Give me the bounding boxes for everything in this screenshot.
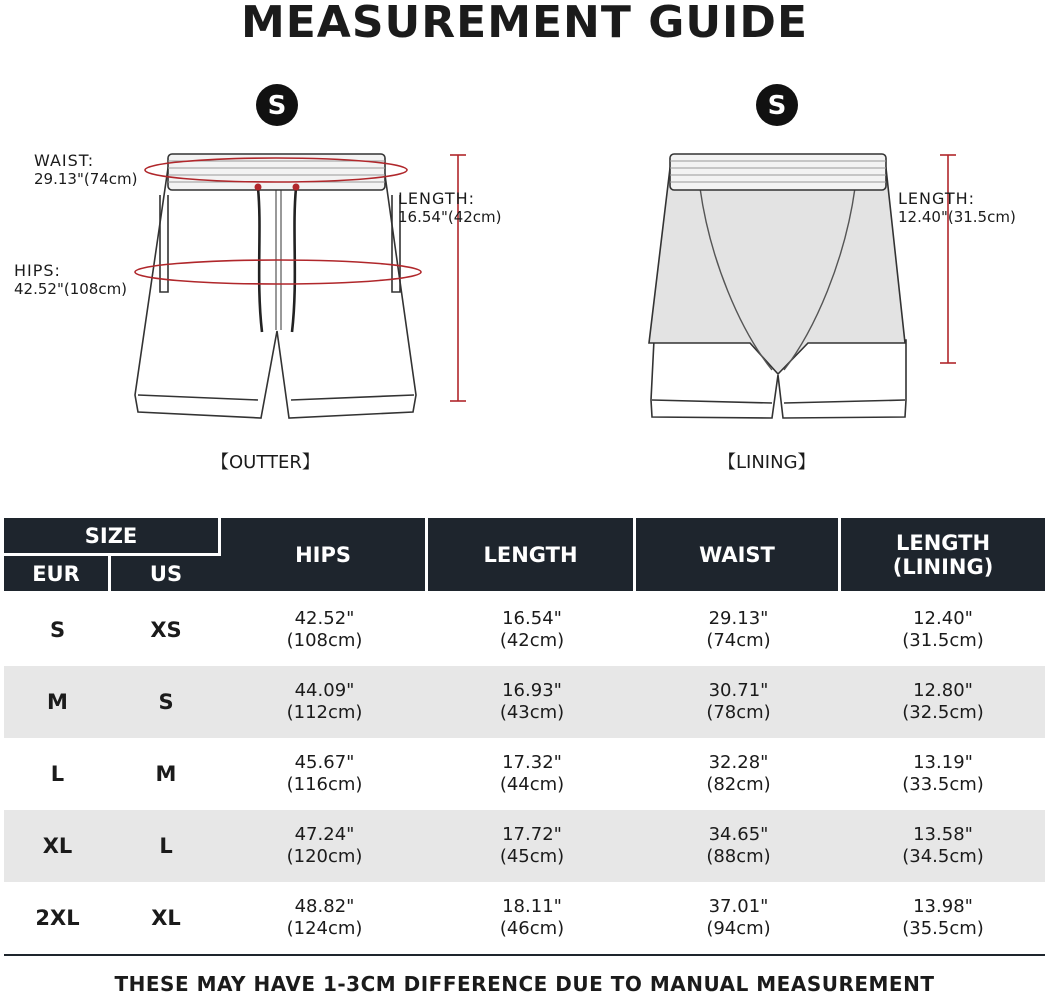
hips-header: HIPS xyxy=(221,518,428,594)
us-size-cell: XS xyxy=(150,618,182,642)
eur-size-cell: S xyxy=(49,618,66,642)
lining-header-line1: LENGTH xyxy=(895,530,991,555)
eur-size-cell: L xyxy=(50,762,65,786)
hips-value: 42.52"(108cm) xyxy=(14,280,128,298)
lining-length-cell xyxy=(841,810,1045,882)
lining-length-label-group xyxy=(898,190,1016,226)
hips-cell-cm: (116cm) xyxy=(286,774,363,795)
hips-label-group xyxy=(14,262,127,298)
lining-length-cell xyxy=(841,738,1045,810)
waist-cell-cm: (78cm) xyxy=(706,702,771,723)
hips-cell-inches: 44.09" xyxy=(294,680,355,701)
eur-size-cell: 2XL xyxy=(4,882,111,956)
length-cell-cm: (45cm) xyxy=(499,846,565,867)
waist-header: WAIST xyxy=(636,518,841,594)
length-cell-cm: (44cm) xyxy=(499,774,565,795)
lining-length-value: 12.40"(31.5cm) xyxy=(898,208,1016,226)
eur-size-cell: XL xyxy=(4,810,111,882)
waist-cell-inches: 34.65" xyxy=(708,824,769,845)
lining-header-line2: (LINING) xyxy=(892,554,994,579)
hips-cell-inches: 45.67" xyxy=(294,752,355,773)
hips-cell xyxy=(221,738,428,810)
lining-length-cell-cm: (35.5cm) xyxy=(902,918,984,939)
outer-length-label: LENGTH: xyxy=(398,189,476,208)
lining-caption: 【LINING】 xyxy=(718,452,816,473)
waist-cell-inches: 37.01" xyxy=(708,896,769,917)
table-row xyxy=(4,882,1045,956)
lining-shorts-drawing xyxy=(649,154,906,418)
us-size-cell: S xyxy=(111,666,221,738)
waist-value: 29.13"(74cm) xyxy=(34,170,138,188)
hips-cell-inches: 48.82" xyxy=(294,896,355,917)
length-cell xyxy=(428,666,636,738)
lining-length-cell xyxy=(841,666,1045,738)
lining-length-cell-inches: 13.98" xyxy=(913,896,973,917)
lining-length-cell-cm: (32.5cm) xyxy=(902,702,984,723)
hips-label: HIPS: xyxy=(14,261,61,280)
lining-measure-line xyxy=(940,155,956,363)
hips-cell-inches: 47.24" xyxy=(294,824,355,845)
table-row xyxy=(4,738,1045,810)
lining-length-cell-inches: 12.40" xyxy=(913,608,973,629)
waist-label-group xyxy=(34,152,138,188)
us-size-cell: L xyxy=(111,810,221,882)
lining-length-cell-inches: 13.58" xyxy=(913,824,973,845)
waist-cell xyxy=(636,594,841,666)
outer-size-badge xyxy=(256,84,298,126)
eur-size-cell: M xyxy=(4,666,111,738)
waist-label: WAIST: xyxy=(34,151,95,170)
waist-cell-inches: 32.28" xyxy=(708,752,769,773)
length-header: LENGTH xyxy=(428,518,636,594)
waist-cell-inches: 29.13" xyxy=(708,608,769,629)
shorts-illustrations xyxy=(0,60,1049,440)
hips-cell-cm: (124cm) xyxy=(286,918,363,939)
lining-length-cell xyxy=(841,594,1045,666)
table-row xyxy=(4,594,1045,666)
hips-cell xyxy=(221,666,428,738)
waist-cell-inches: 30.71" xyxy=(708,680,769,701)
table-row xyxy=(4,666,1045,738)
lining-size-badge xyxy=(756,84,798,126)
length-cell-cm: (42cm) xyxy=(499,630,565,651)
size-header: SIZE xyxy=(4,518,221,556)
table-row xyxy=(4,810,1045,882)
svg-text:S: S xyxy=(267,91,287,121)
waist-cell xyxy=(636,738,841,810)
outer-caption: 【OUTTER】 xyxy=(211,452,320,473)
hips-cell xyxy=(221,594,428,666)
us-size-cell: XL xyxy=(111,882,221,956)
length-cell-inches: 16.54" xyxy=(502,608,562,629)
length-cell xyxy=(428,738,636,810)
lining-length-cell-cm: (31.5cm) xyxy=(902,630,984,651)
length-cell-inches: 18.11" xyxy=(502,896,562,917)
eur-header: EUR xyxy=(4,556,111,594)
length-cell-inches: 17.32" xyxy=(502,752,562,773)
lining-length-cell-inches: 13.19" xyxy=(913,752,973,773)
waist-cell xyxy=(636,882,841,956)
outer-length-label-group xyxy=(398,190,502,226)
outer-length-value: 16.54"(42cm) xyxy=(398,208,502,226)
length-cell xyxy=(428,882,636,956)
hips-cell-cm: (108cm) xyxy=(286,630,363,651)
footer-note: THESE MAY HAVE 1-3CM DIFFERENCE DUE TO MANUAL MEASUREMENT xyxy=(114,972,935,996)
lining-length-cell-cm: (33.5cm) xyxy=(902,774,984,795)
us-header: US xyxy=(111,556,221,594)
lining-length-cell-cm: (34.5cm) xyxy=(902,846,984,867)
svg-text:S: S xyxy=(767,91,787,121)
us-size-cell: M xyxy=(155,762,177,786)
lining-length-cell xyxy=(841,882,1045,956)
length-cell-inches: 16.93" xyxy=(502,680,562,701)
waist-cell-cm: (74cm) xyxy=(706,630,771,651)
hips-cell-cm: (112cm) xyxy=(286,702,363,723)
page-title: MEASUREMENT GUIDE xyxy=(240,0,809,48)
waist-cell-cm: (94cm) xyxy=(706,918,771,939)
waist-cell xyxy=(636,666,841,738)
waist-cell-cm: (82cm) xyxy=(706,774,771,795)
waist-cell xyxy=(636,810,841,882)
hips-cell xyxy=(221,882,428,956)
length-cell-inches: 17.72" xyxy=(502,824,562,845)
length-cell-cm: (43cm) xyxy=(499,702,565,723)
size-table xyxy=(4,518,1045,956)
hips-cell-inches: 42.52" xyxy=(294,608,355,629)
lining-length-cell-inches: 12.80" xyxy=(913,680,973,701)
hips-cell-cm: (120cm) xyxy=(286,846,363,867)
length-cell xyxy=(428,594,636,666)
length-cell-cm: (46cm) xyxy=(499,918,565,939)
length-cell xyxy=(428,810,636,882)
outer-shorts-drawing xyxy=(135,154,416,418)
waist-cell-cm: (88cm) xyxy=(706,846,771,867)
hips-cell xyxy=(221,810,428,882)
lining-length-label: LENGTH: xyxy=(898,189,976,208)
lining-length-header xyxy=(841,518,1045,594)
